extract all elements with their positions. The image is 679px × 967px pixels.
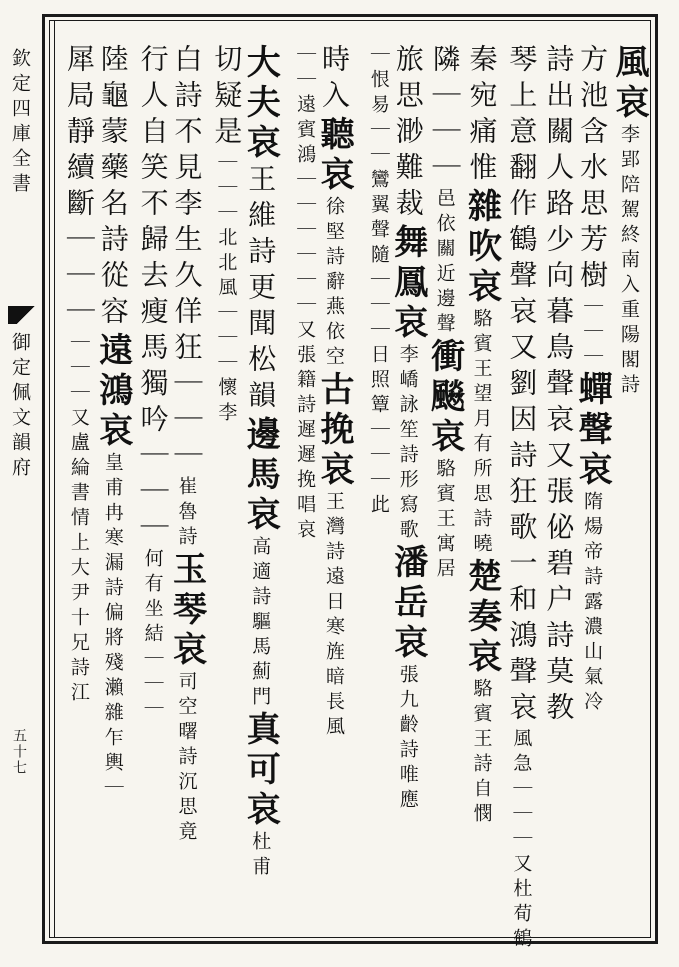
text-column — [387, 44, 428, 934]
banxin-strip — [0, 0, 54, 967]
annotation: ｜｜｜ — [294, 169, 317, 244]
annotation: 駱賓王詩自憫 — [470, 678, 493, 828]
text-line: 切疑是 — [210, 44, 244, 152]
text-line: 白詩不見李生久佯狂｜｜｜ — [170, 44, 204, 476]
text-column — [424, 44, 465, 934]
text-column — [92, 44, 133, 934]
text-column — [572, 44, 613, 934]
text-line: 旅思渺難裁 — [391, 44, 425, 224]
text-column — [503, 44, 539, 953]
annotation: ｜｜ — [367, 119, 390, 169]
annotation: 懷李 — [215, 377, 238, 427]
headword: 玉琴哀 — [166, 551, 207, 671]
text-line: 方池含水思芳樹 — [576, 44, 610, 296]
text-column — [134, 44, 170, 934]
headword: 聽哀 — [314, 116, 354, 196]
text-line: 時入 — [318, 44, 351, 116]
text-column — [461, 44, 502, 934]
text-line: 陸龜蒙藥名詩從容 — [96, 44, 130, 332]
banxin-divider — [54, 20, 55, 938]
annotation: ｜｜｜又盧綸書情上大尹十兄詩江 — [67, 332, 90, 707]
annotation: 司空曙詩沉思竟 — [175, 671, 198, 846]
text-line: 犀局靜續斷｜｜｜ — [62, 44, 96, 332]
annotation: 何有坐結 — [141, 548, 164, 648]
text-line: 琴上意翻作鶴聲哀又劉因詩狂歌一和鴻聲哀 — [505, 44, 539, 728]
annotation: 高適詩驅馬薊門 — [249, 536, 272, 711]
text-column — [314, 44, 354, 934]
annotation: 張九齡詩唯應 — [396, 664, 419, 814]
headword: 舞鳳哀 — [387, 224, 428, 344]
annotation: 杜甫 — [249, 831, 272, 881]
headword: 楚奏哀 — [461, 558, 502, 678]
headword: 遠鴻哀 — [92, 332, 133, 452]
banxin-book-title: 御定佩文韻府 — [9, 332, 31, 482]
text-line: 王維詩更聞松韻 — [244, 164, 278, 416]
headword: 邊馬哀 — [240, 416, 281, 536]
text-line: 行人自笑不歸去瘦馬獨吟｜｜｜ — [136, 44, 170, 548]
headword: 古挽哀 — [314, 371, 354, 491]
annotation: 駱賓王寓居 — [433, 458, 456, 583]
annotation: 駱賓王望月有所思詩曉 — [470, 308, 493, 558]
annotation: ｜｜｜ — [367, 269, 390, 344]
annotation: 鸞翼聲隨 — [367, 169, 390, 269]
annotation: ｜｜｜ — [215, 302, 238, 377]
annotation: 李郢陪駕終南入重陽閣詩 — [618, 124, 640, 399]
annotation: 風急｜｜｜又杜荀鶴 — [510, 728, 533, 953]
headword: 真可哀 — [240, 711, 281, 831]
annotation: ｜｜｜ — [581, 296, 604, 371]
text-column — [208, 44, 244, 934]
annotation: ｜｜｜ — [215, 152, 238, 227]
text-line: 隣｜｜｜ — [428, 44, 462, 188]
annotation: 李嶠詠笙詩形寫歌 — [396, 344, 419, 544]
headword: 風哀 — [609, 44, 649, 124]
text-column — [355, 44, 388, 934]
annotation: 邑依關近邊聲 — [433, 188, 456, 338]
text-column — [539, 44, 576, 934]
headword: 衝飈哀 — [424, 338, 465, 458]
text-line: 詩出關人路少向暮鳥聲哀又張佖碧户詩莫教 — [542, 44, 576, 728]
annotation: 王灣詩遠日寒旌暗長風 — [323, 491, 345, 741]
page-number: 五十七 — [11, 728, 27, 776]
annotation: 皇甫冉寒漏詩偏將殘瀨雜乍輿｜ — [101, 452, 124, 802]
annotation: 隋煬帝詩露濃山氣冷 — [581, 491, 604, 716]
text-line: 秦宛痛惟 — [465, 44, 499, 188]
annotation: 日照簟｜｜｜此 — [367, 344, 390, 519]
text-column — [609, 44, 649, 934]
annotation: ｜｜｜ — [141, 648, 164, 723]
annotation: 北北風 — [215, 227, 238, 302]
annotation: ｜｜｜又張籍詩遲遲挽唱哀 — [294, 244, 317, 544]
headword: 大夫哀 — [240, 44, 281, 164]
headword: 潘岳哀 — [387, 544, 428, 664]
banxin-title: 欽定四庫全書 — [9, 48, 31, 198]
annotation: ｜｜ — [294, 44, 317, 94]
text-column — [281, 44, 317, 934]
annotation: 徐堅詩辭燕依空 — [323, 196, 345, 371]
annotation: ｜恨易 — [367, 44, 390, 119]
text-column — [60, 44, 96, 934]
annotation: 遠賓鴻 — [294, 94, 317, 169]
fish-tail-mark — [8, 306, 44, 324]
annotation: 崔魯詩 — [175, 476, 198, 551]
headword: 蟬聲哀 — [572, 371, 613, 491]
text-column — [240, 44, 281, 934]
text-column — [166, 44, 207, 934]
headword: 雜吹哀 — [461, 188, 502, 308]
